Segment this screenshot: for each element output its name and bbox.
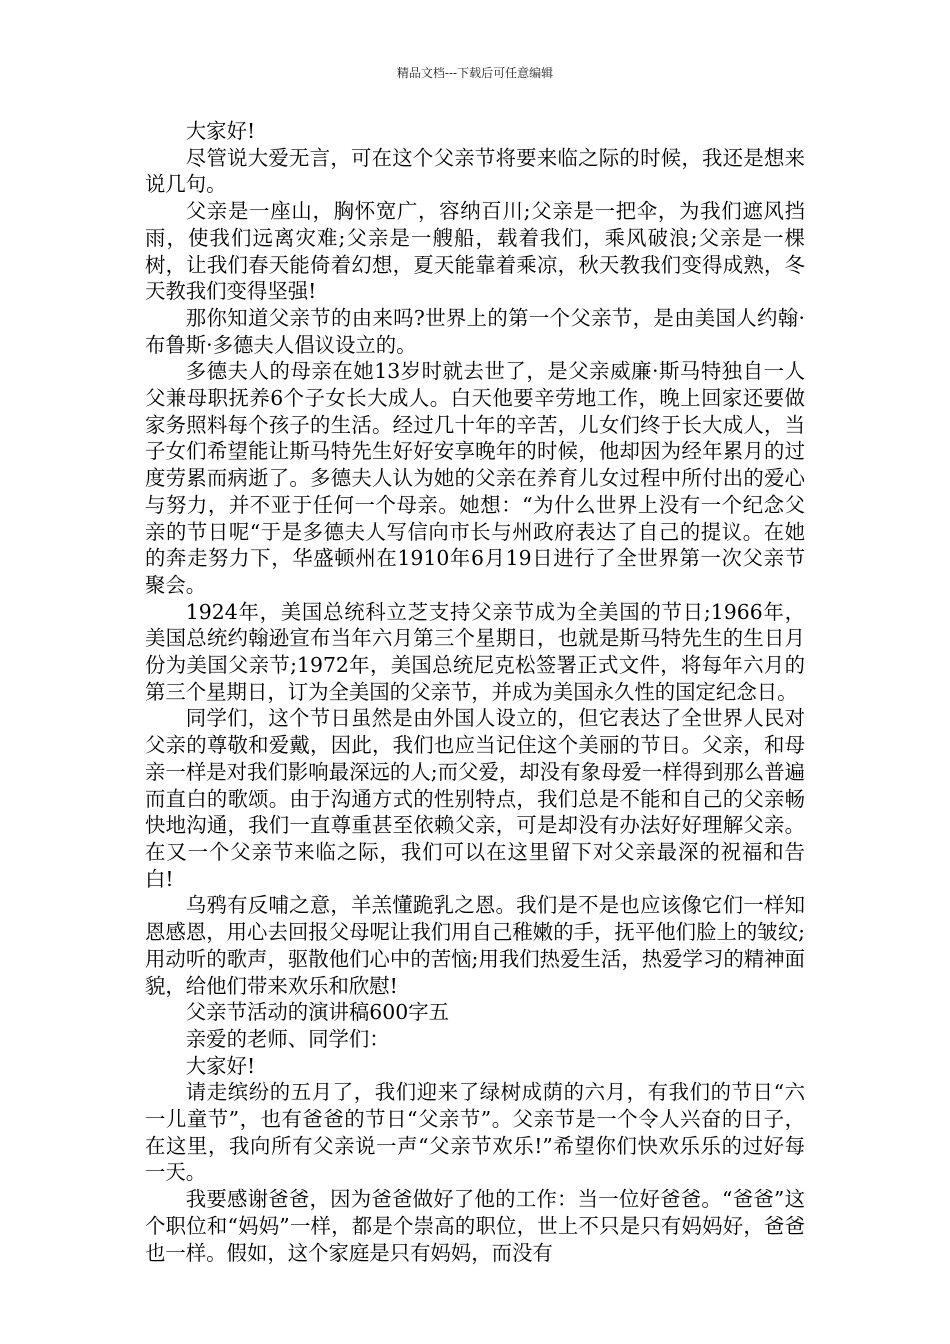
paragraph: 我要感谢爸爸，因为爸爸做好了他的工作：当一位好爸爸。“爸爸”这个职位和“妈妈”一样，都是个崇高的职位，世上不只是只有妈妈好，爸爸也一样。假如，这个家庭是只有妈妈，而没有 <box>145 1187 805 1265</box>
paragraph: 请走缤纷的五月了，我们迎来了绿树成荫的六月，有我们的节日“六一儿童节”，也有爸爸的节日“父亲节”。父亲节是一个令人兴奋的日子，在这里，我向所有父亲说一声“父亲节欢乐!”希望你们快欢乐乐的过好每一天。 <box>145 1080 805 1185</box>
paragraph: 1924年，美国总统科立芝支持父亲节成为全美国的节日;1966年，美国总统约翰逊宣布当年六月第三个星期日，也就是斯马特先生的生日月份为美国父亲节;1972年，美国总统尼克松签署正式文件，将每年六月的第三个星期日，订为全美国的父亲节，并成为美国永久性的国定纪念日。 <box>145 599 805 704</box>
paragraph: 那你知道父亲节的由来吗?世界上的第一个父亲节，是由美国人约翰·布鲁斯·多德夫人倡议设立的。 <box>145 305 805 357</box>
paragraph: 同学们，这个节日虽然是由外国人设立的，但它表达了全世界人民对父亲的尊敬和爱戴，因此，我们也应当记住这个美丽的节日。父亲，和母亲一样是对我们影响最深远的人;而父爱，却没有象母爱一样得到那么普遍而直白的歌颂。由于沟通方式的性别特点，我们总是不能和自己的父亲畅快地沟通，我们一直尊重甚至依赖父亲，可是却没有办法好好理解父亲。在又一个父亲节来临之际，我们可以在这里留下对父亲最深的祝福和告白! <box>145 706 805 891</box>
page-header: 精品文档---下载后可任意编辑 <box>396 66 554 80</box>
paragraph: 多德夫人的母亲在她13岁时就去世了，是父亲威廉·斯马特独自一人父兼母职抚养6个子女长大成人。白天他要辛劳地工作，晚上回家还要做家务照料每个孩子的生活。经过几十年的辛苦，儿女们终于长大成人，当子女们希望能让斯马特先生好好安享晚年的时候，他却因为经年累月的过度劳累而病逝了。多德夫人认为她的父亲在养育儿女过程中所付出的爱心与努力，并不亚于任何一个母亲。她想：“为什么世界上没有一个纪念父亲的节日呢“于是多德夫人写信向市长与州政府表达了自己的提议。在她的奔走努力下，华盛顿州在1910年6月19日进行了全世界第一次父亲节聚会。 <box>145 359 805 597</box>
paragraph: 尽管说大爱无言，可在这个父亲节将要来临之际的时候，我还是想来说几句。 <box>145 145 805 197</box>
section-title: 父亲节活动的演讲稿600字五 <box>185 1000 450 1025</box>
salutation: 亲爱的老师、同学们： <box>185 1026 390 1051</box>
paragraph: 父亲是一座山，胸怀宽广，容纳百川;父亲是一把伞，为我们遮风挡雨，使我们远离灾难;父亲是一艘船，载着我们，乘风破浪;父亲是一棵树，让我们春天能倚着幻想，夏天能靠着乘凉，秋天教我们变得成熟，冬天教我们变得坚强! <box>145 199 805 304</box>
document-body <box>145 118 805 1266</box>
paragraph: 乌鸦有反哺之意，羊羔懂跪乳之恩。我们是不是也应该像它们一样知恩感恩，用心去回报父母呢让我们用自己稚嫩的手，抚平他们脸上的皱纹;用动听的歌声，驱散他们心中的苦恼;用我们热爱生活，热爱学习的精神面貌，给他们带来欢乐和欣慰! <box>145 893 805 998</box>
greeting: 大家好! <box>185 1053 256 1078</box>
paragraph: 大家好! <box>185 119 256 143</box>
